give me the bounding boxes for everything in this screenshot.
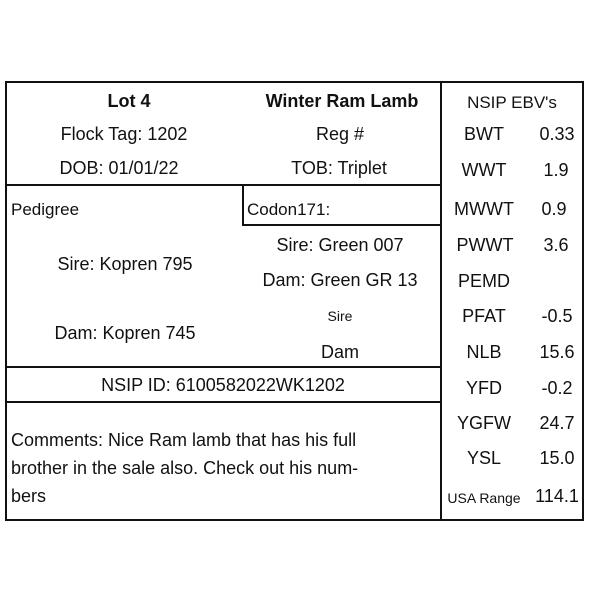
ebv-label: NLB [466, 342, 502, 362]
comments-line-2: brother in the sale also. Check out his num- [11, 458, 359, 478]
dam-name: Dam: Kopren 745 [54, 323, 196, 343]
ebv-label: YSL [466, 448, 502, 468]
usa-range-label: USA Range [447, 490, 521, 506]
dam-dam-name: Dam [320, 342, 360, 362]
ebv-value: 15.6 [539, 342, 575, 362]
registration-number: Reg # [315, 124, 365, 144]
comments-line-1: Comments: Nice Ram lamb that has his full [11, 430, 357, 450]
ebv-value: -0.5 [541, 306, 573, 326]
codon-box-left [242, 184, 244, 226]
codon-label: Codon171: [247, 200, 331, 219]
ebv-label: PEMD [457, 271, 511, 291]
ebv-title: NSIP EBV's [467, 93, 557, 112]
ebv-value: 0.33 [539, 124, 575, 144]
dam-sire-name: Sire [327, 308, 353, 324]
ebv-label: WWT [461, 160, 507, 180]
date-of-birth: DOB: 01/01/22 [59, 158, 179, 178]
ebv-label: YFD [466, 378, 502, 398]
ebv-label: YGFW [457, 413, 511, 433]
nsip-id-bottom-divider [7, 401, 440, 403]
lot-number: Lot 4 [107, 91, 151, 111]
pedigree-bottom-divider [7, 366, 440, 368]
ebv-value: 24.7 [539, 413, 575, 433]
flock-tag: Flock Tag: 1202 [60, 124, 188, 144]
nsip-id: NSIP ID: 6100582022WK1202 [101, 375, 345, 395]
ebv-value: 15.0 [539, 448, 575, 468]
codon-box-bottom [242, 224, 440, 226]
pedigree-label: Pedigree [11, 200, 80, 219]
type-of-birth: TOB: Triplet [291, 158, 387, 178]
ebv-value: 1.9 [543, 160, 569, 180]
usa-range-value: 114.1 [535, 486, 579, 506]
ebv-value: 3.6 [543, 235, 569, 255]
ebv-value: 0.9 [541, 199, 567, 219]
ebv-label: BWT [464, 124, 504, 144]
sire-sire-name: Sire: Green 007 [276, 235, 404, 255]
ebv-value: -0.2 [541, 378, 573, 398]
header-divider [7, 184, 440, 186]
comments-line-3: bers [11, 486, 47, 506]
ebv-divider [440, 83, 442, 519]
ebv-label: PWWT [456, 235, 514, 255]
ebv-label: MWWT [454, 199, 514, 219]
lot-card [5, 81, 584, 521]
ebv-label: PFAT [462, 306, 506, 326]
sire-dam-name: Dam: Green GR 13 [262, 270, 418, 290]
lot-title: Winter Ram Lamb [265, 91, 419, 111]
sire-name: Sire: Kopren 795 [57, 254, 193, 274]
